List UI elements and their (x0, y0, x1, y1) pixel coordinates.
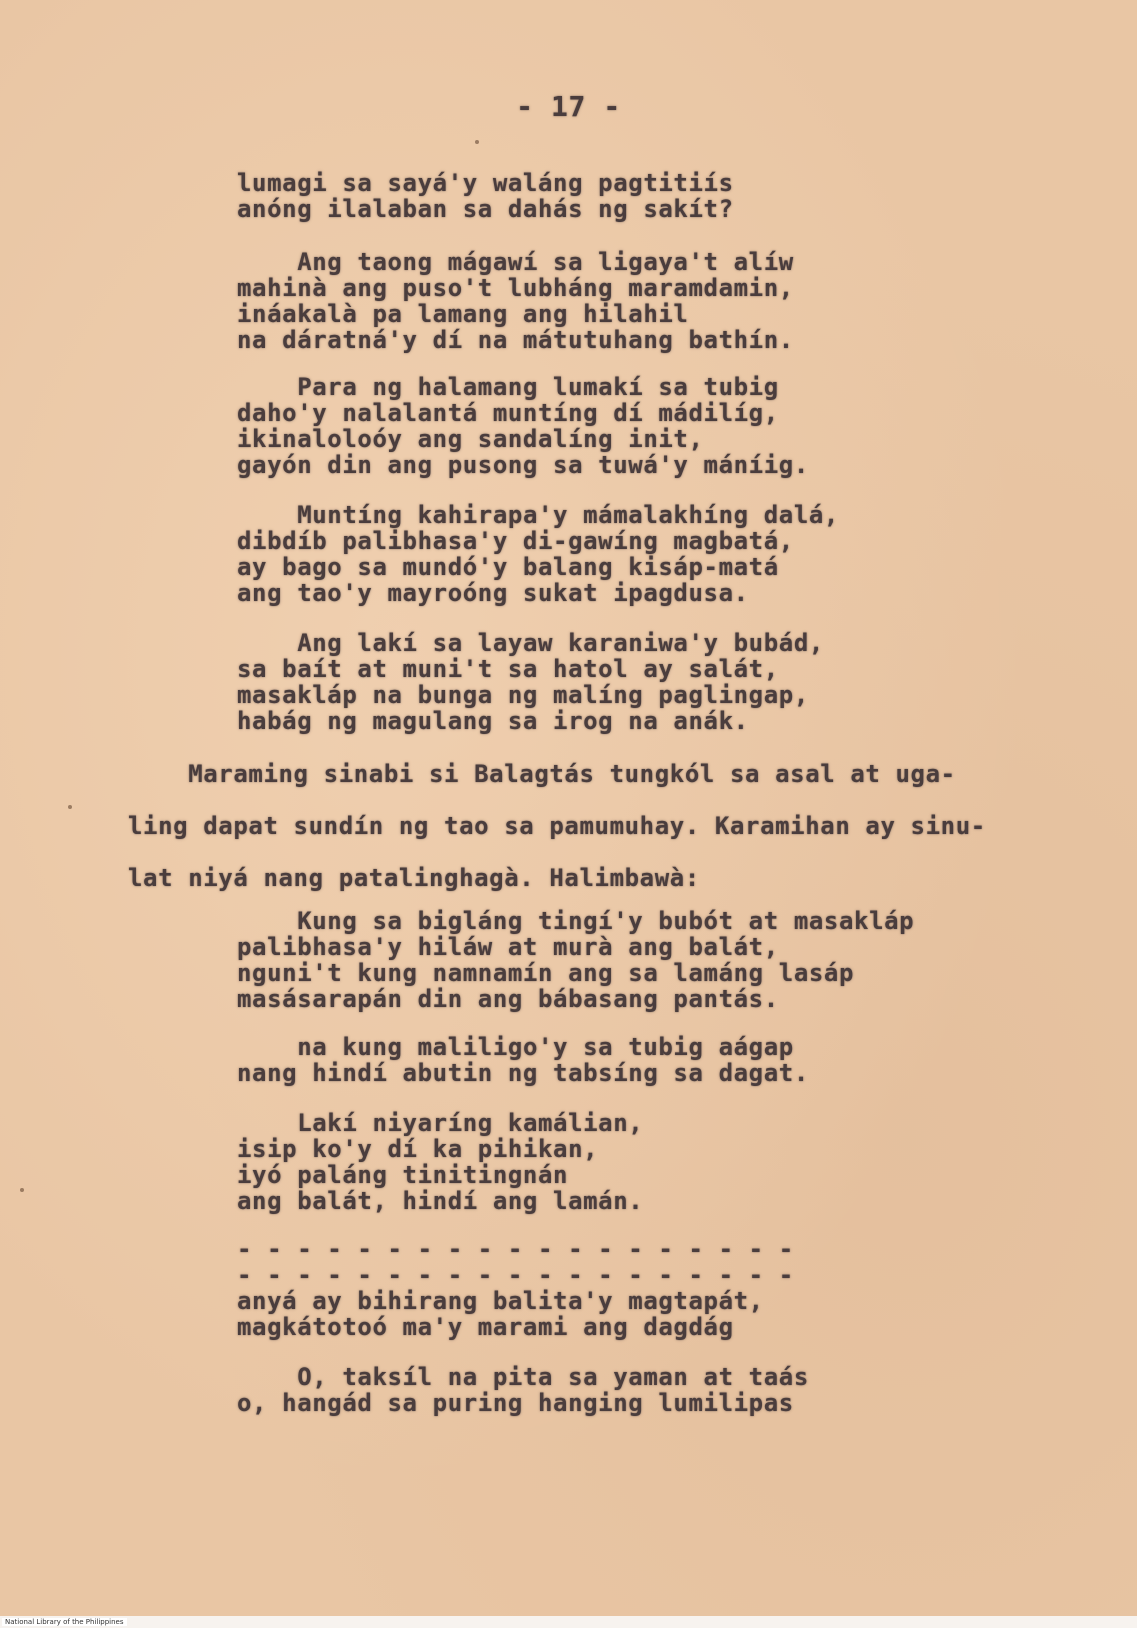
verse-line-indented (237, 1364, 809, 1390)
verse-line: masásarapán din ang bábasang pantás. (237, 985, 779, 1013)
verse-line: anóng ilalaban sa dahás ng sakít? (237, 195, 734, 223)
verse-line: ikinaloloóy ang sandalíng init, (237, 425, 704, 453)
stanza-8 (237, 1110, 643, 1214)
verse-text: Ang taong mágawí sa ligaya't alíw (297, 248, 794, 276)
verse-line: lumagi sa sayá'y waláng pagtitiís (237, 169, 734, 197)
stanza-10 (237, 1364, 809, 1416)
verse-line: masakláp na bunga ng malíng paglingap, (237, 681, 809, 709)
verse-line-indented (237, 249, 794, 275)
verse-line-indented (237, 1110, 643, 1136)
stanza-9 (237, 1236, 794, 1340)
verse-text: O, taksíl na pita sa yaman at taás (297, 1363, 809, 1391)
verse-line: nguni't kung namnamín ang sa lamáng lasáp (237, 959, 855, 987)
verse-line-indented (237, 1034, 809, 1060)
verse-line: habág ng magulang sa irog na anák. (237, 707, 749, 735)
verse-line: dibdíb palibhasa'y di-gawíng magbatá, (237, 527, 794, 555)
verse-text: Muntíng kahirapa'y mámalakhíng dalá, (297, 501, 839, 529)
verse-line: na dáratná'y dí na mátutuhang bathín. (237, 326, 794, 354)
verse-line: mahinà ang puso't lubháng maramdamin, (237, 274, 794, 302)
paper-speck (20, 1188, 24, 1192)
stanza-5 (237, 630, 824, 734)
paper-speck (68, 805, 72, 809)
verse-line: sa baít at muni't sa hatol ay salát, (237, 655, 779, 683)
prose-line: Maraming sinabi si Balagtás tungkól sa asal at uga- (128, 760, 956, 788)
verse-line: ay bago sa mundó'y balang kisáp-matá (237, 553, 779, 581)
verse-text: Lakí niyaríng kamálian, (297, 1109, 644, 1137)
page-number: - 17 - (516, 90, 621, 123)
verse-text: Kung sa bigláng tingí'y bubót at masakláp (297, 907, 915, 935)
prose-line: ling dapat sundín ng tao sa pamumuhay. Karamihan ay sinu- (128, 812, 986, 840)
verse-line-indented (237, 908, 914, 934)
verse-line: iyó paláng tinitingnán (237, 1161, 569, 1189)
verse-line: ang tao'y mayroóng sukat ipagdusa. (237, 579, 749, 607)
verse-line: o, hangád sa puring hanging lumilipas (237, 1389, 794, 1417)
stanza-7 (237, 1034, 809, 1086)
verse-text: na kung maliligo'y sa tubig aágap (297, 1033, 794, 1061)
verse-line: palibhasa'y hiláw at murà ang balát, (237, 933, 779, 961)
verse-line: gayón din ang pusong sa tuwá'y máníig. (237, 451, 809, 479)
verse-line: daho'y nalalantá muntíng dí mádilíg, (237, 399, 779, 427)
verse-line-indented (237, 502, 839, 528)
stanza-2 (237, 249, 794, 353)
ellipsis-dashes: - - - - - - - - - - - - - - - - - - - (237, 1261, 794, 1289)
verse-line: magkátotoó ma'y marami ang dagdág (237, 1313, 734, 1341)
verse-line-indented (237, 374, 809, 400)
verse-line-indented (237, 630, 824, 656)
verse-line: nang hindí abutin ng tabsíng sa dagat. (237, 1059, 809, 1087)
verse-line: isip ko'y dí ka pihikan, (237, 1135, 599, 1163)
stanza-4 (237, 502, 839, 606)
ellipsis-dashes: - - - - - - - - - - - - - - - - - - - (237, 1235, 794, 1263)
stanza-1 (237, 170, 734, 222)
footer-credit: National Library of the Philippines (2, 1618, 127, 1626)
verse-text: Ang lakí sa layaw karaniwa'y bubád, (297, 629, 824, 657)
verse-line: ináakalà pa lamang ang hilahil (237, 300, 689, 328)
stanza-3 (237, 374, 809, 478)
paper-speck (475, 140, 479, 144)
stanza-6 (237, 908, 914, 1012)
prose-line: lat niyá nang patalinghagà. Halimbawà: (128, 864, 700, 892)
verse-line: ang balát, hindí ang lamán. (237, 1187, 644, 1215)
prose-paragraph (128, 748, 1028, 904)
footer-strip (0, 1616, 1137, 1628)
verse-line: anyá ay bihirang balita'y magtapát, (237, 1287, 764, 1315)
verse-text: Para ng halamang lumakí sa tubig (297, 373, 779, 401)
